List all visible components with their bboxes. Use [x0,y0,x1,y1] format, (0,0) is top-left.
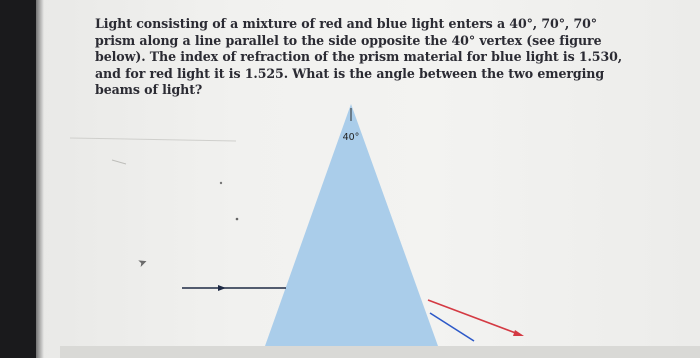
pencil-mark [70,138,236,141]
page-bottom-strip [60,346,700,358]
red-ray [428,300,521,335]
problem-statement: Light consisting of a mixture of red and blue light enters a 40°, 70°, 70° prism along a line parallel to the side opposite the 40° vertex (see figure below). The index of refraction of the prism material for blue light is 1.530, and for red light it is 1.525. What is the angle between the two emerging beams of light? [95,16,623,97]
blue-ray [430,313,474,341]
pencil-dot [236,218,239,221]
apex-angle-label: 40° [342,132,360,143]
red-ray-arrowhead [513,330,524,336]
pencil-mark [112,160,126,164]
pencil-dot [220,182,222,184]
mouse-pointer-icon: ➤ [136,254,150,271]
incident-ray-arrowhead [218,285,226,291]
